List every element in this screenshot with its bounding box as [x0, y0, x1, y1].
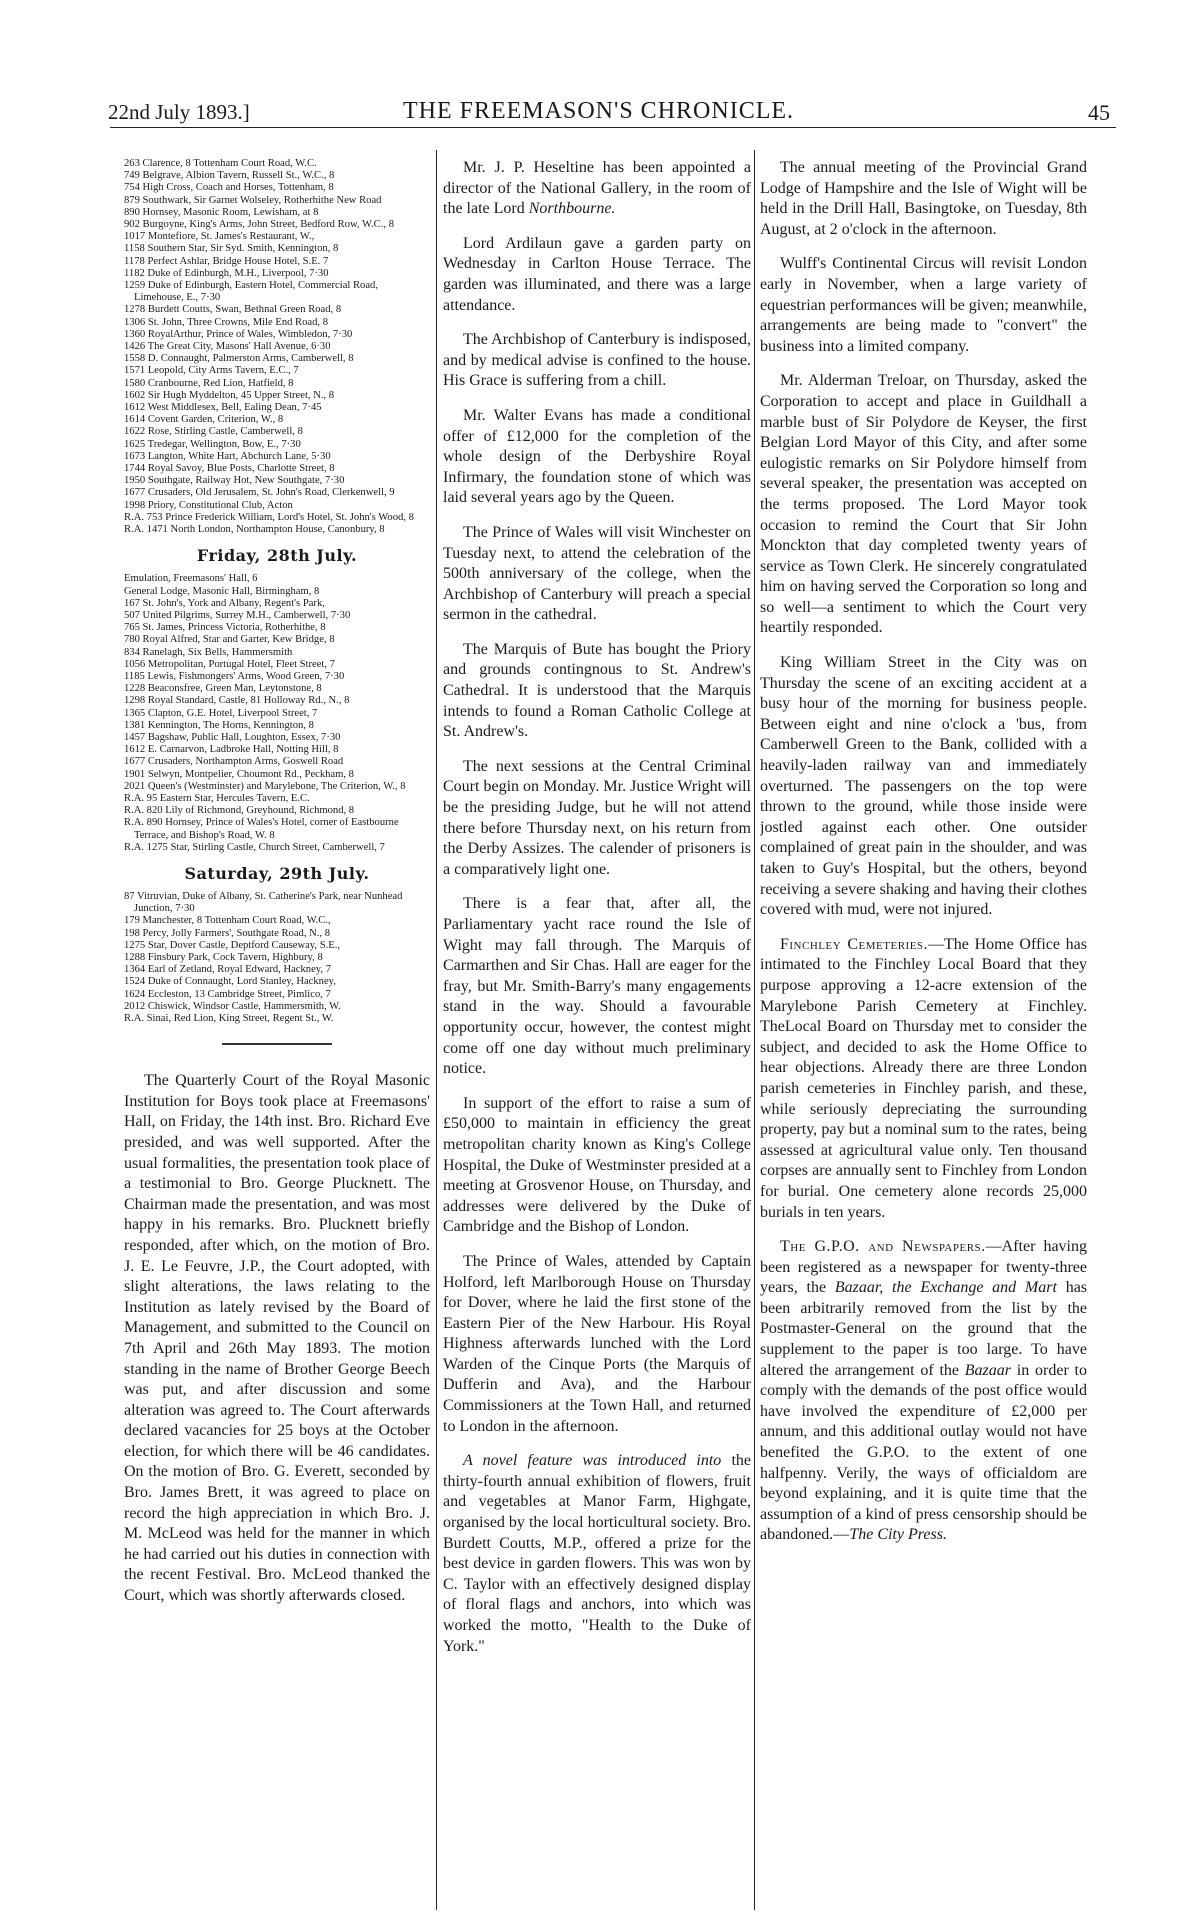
page-number: 45 [1088, 100, 1110, 125]
lodge-entry: 1571 Leopold, City Arms Tavern, E.C., 7 [124, 365, 299, 377]
lodge-entry: 1381 Kennington, The Horns, Kennington, 8 [124, 719, 314, 731]
article-gpo-newspapers [760, 1237, 1087, 1546]
lodge-entry: 1950 Southgate, Railway Hot, New Southgate, 7·30 [124, 475, 345, 487]
lodge-entry: 1360 RoyalArthur, Prince of Wales, Wimbledon, 7·30 [124, 328, 353, 340]
lodge-entry: R.A. 820 Lily of Richmond, Greyhound, Richmond, 8 [124, 805, 355, 817]
lodge-entry: R.A. 95 Eastern Star, Hercules Tavern, E.C. [124, 792, 310, 804]
gpo-text-a: —After having been registered as a newspaper for twenty-three years, the [760, 1238, 1087, 1297]
lodge-entry: R.A. 753 Prince Frederick William, Lord's Hotel, St. John's Wood, 8 [124, 511, 414, 523]
lodge-entry: 167 St. John's, York and Albany, Regent's Park, [124, 597, 325, 609]
article-prince-dover: The Prince of Wales, attended by Captain Holford, left Marlborough House on Thursday for Dover, where he laid the first stone of the Eastern Pier of the New Harbour. His Royal Highness afterwards lunched with the Lord Warden of the Cinque Ports (the Marquis of Dufferin and Ava), and the Harbour Commissioners at the Town Hall, and returned to London in the afternoon. [443, 1252, 751, 1435]
lodge-list-continued [124, 158, 430, 536]
friday-heading: Friday, 28th July. [196, 546, 358, 566]
lodge-entry: 780 Royal Alfred, Star and Garter, Kew Bridge, 8 [124, 634, 335, 646]
article-heseltine-end: Northbourne. [528, 200, 616, 218]
lodge-entry: 1602 Sir Hugh Myddelton, 45 Upper Street, N., 8 [124, 389, 335, 401]
page-header [108, 98, 1118, 128]
lodge-list-saturday [124, 891, 430, 1025]
issue-date: 22nd July 1893.] [108, 100, 250, 124]
article-hampshire-lodge: The annual meeting of the Provincial Grand Lodge of Hampshire and the Isle of Wight will be held in the Drill Hall, Basingtoke, on Tuesday, 8th August, at 2 o'clock in the afternoon. [760, 159, 1087, 238]
lodge-entry: 1426 The Great City, Masons' Hall Avenue, 6·30 [124, 341, 331, 353]
lodge-entry: 1182 Duke of Edinburgh, M.H., Liverpool, 7·30 [124, 267, 329, 279]
article-quarterly-court: The Quarterly Court of the Royal Masonic Institution for Boys took place at Freemasons' Hall, on Friday, the 14th inst. Bro. Richard Eve presided, and was well supported. After the usual formalities, the presentation took place of a testimonial to Bro. George Plucknett. The Chairman made the presentation, and was most happy in his remarks. Bro. Plucknett briefly responded, after which, on the motion of Bro. J. E. Le Feuvre, J.P., the Court adopted, with slight alterations, the laws relating to the Institution as lately revised by the Board of Management, and submitted to the Council on 7th April and 26th May 1893. The motion standing in the name of Brother George Beech was put, and after discussion and some alteration was agreed to. The Court afterwards declared vacancies for 25 boys at the October election, for which there will be 46 candidates. On the motion of Bro. G. Everett, seconded by Bro. James Brett, it was agreed to place on record the high appreciation in which Bro. J. M. McLeod was held for the manner in which he had carried out his duties in connection with the recent Festival. Bro. McLeod thanked the Court, which was shortly afterwards closed. [124, 1072, 430, 1605]
column-2 [443, 158, 751, 1671]
lodge-entry: 1278 Burdett Coutts, Swan, Bethnal Green Road, 8 [124, 304, 342, 316]
column-3 [760, 158, 1087, 1560]
header-rule [110, 127, 1116, 128]
article-yacht-race: There is a fear that, after all, the Parliamentary yacht race round the Isle of Wight may fall through. The Marquis of Carmarthen and Sir Chas. Hall are eager for the fray, but Mr. Smith-Barry's many engagements stand in the way. Should a favourable opportunity occur, however, the contest might come off one day without much preliminary notice. [443, 895, 751, 1078]
saturday-heading: Saturday, 29th July. [184, 863, 370, 883]
lodge-entry: 1744 Royal Savoy, Blue Posts, Charlotte Street, 8 [124, 463, 335, 475]
lodge-entry: 1457 Bagshaw, Public Hall, Loughton, Essex, 7·30 [124, 731, 341, 743]
lodge-entry: 1056 Metropolitan, Portugal Hotel, Fleet Street, 7 [124, 658, 335, 670]
lodge-entry: 179 Manchester, 8 Tottenham Court Road, W.C., [124, 915, 331, 927]
article-marquis-bute: The Marquis of Bute has bought the Priory and grounds contingnous to St. Andrew's Cathedral. It is understood that the Marquis intends to found a Roman Catholic College at St. Andrew's. [443, 640, 751, 741]
lodge-entry: 1288 Finsbury Park, Cock Tavern, Highbury, 8 [124, 951, 323, 963]
gpo-heading: The G.P.O. and Newspapers. [780, 1238, 986, 1256]
lodge-entry: 1677 Crusaders, Northampton Arms, Goswell Road [124, 756, 344, 768]
lodge-entry: 754 High Cross, Coach and Horses, Tottenham, 8 [124, 182, 334, 194]
lodge-entry: 1612 E. Carnarvon, Ladbroke Hall, Notting Hill, 8 [124, 744, 339, 756]
lodge-entry: 1306 St. John, Three Crowns, Mile End Road, 8 [124, 316, 329, 328]
column-1 [124, 158, 430, 1621]
lodge-entry: 879 Southwark, Sir Garnet Wolseley, Rotherhithe New Road [124, 194, 382, 206]
lodge-entry: 1624 Eccleston, 13 Cambridge Street, Pimlico, 7 [124, 988, 331, 1000]
lodge-entry: 1275 Star, Dover Castle, Deptford Causeway, S.E., [124, 939, 341, 951]
masthead-title: THE FREEMASON'S CHRONICLE. [403, 98, 795, 124]
article-finchley-cemeteries [760, 935, 1087, 1223]
lodge-entry: 1901 Selwyn, Montpelier, Choumont Rd., Peckham, 8 [124, 768, 354, 780]
gpo-publication-2: Bazaar [964, 1361, 1012, 1379]
section-divider [222, 1043, 332, 1045]
column-rule-2 [754, 150, 755, 1910]
lodge-entry: General Lodge, Masonic Hall, Birmingham, 8 [124, 585, 320, 597]
lodge-entry: 902 Burgoyne, King's Arms, John Street, Bedford Row, W.C., 8 [124, 219, 394, 231]
lodge-entry: 87 Vitruvian, Duke of Albany, St. Catherine's Park, near Nunhead Junction, 7·30 [124, 890, 403, 915]
article-king-william-street: King William Street in the City was on Thursday the scene of an exciting accident at a busy hour of the morning for business people. Between eight and nine o'clock a 'bus, from Camberwell Green to the Bank, collided with a heavily-laden railway van and immediately overturned. The passengers on the top were thrown to the ground, while those inside were jostled against each other. One outsider complained of great pain in the shoulder, and was taken to Guy's Hospital, but the others, beyond receiving a severe shaking and having their clothes covered with mud, were not injured. [760, 654, 1087, 919]
gpo-text-c: in order to comply with the demands of the post office would have involved the expenditure of £2,000 per annum, and this additional outlay would not have benefited the G.P.O. to the extent of one halfpenny. Verily, the ways of officialdom are beyond explaining, and it is quite time that the assumption of a kind of press censorship should be abandoned.— [760, 1361, 1087, 1544]
gpo-source: The City Press. [849, 1526, 947, 1544]
lodge-entry: 1998 Priory, Constitutional Club, Acton [124, 499, 293, 511]
article-central-criminal-court: The next sessions at the Central Criminal Court begin on Monday. Mr. Justice Wright will be the presiding Judge, but he will not attend there before Thursday next, on his return from the Derby Assizes. The calender of prisoners is a comparatively light one. [443, 757, 751, 878]
lodge-entry: 1158 Southern Star, Sir Syd. Smith, Kennington, 8 [124, 243, 339, 255]
lodge-entry: 1558 D. Connaught, Palmerston Arms, Camberwell, 8 [124, 353, 354, 365]
lodge-entry: 1259 Duke of Edinburgh, Eastern Hotel, Commercial Road, Limehouse, E., 7·30 [124, 280, 379, 304]
article-heseltine-text: Mr. J. P. Heseltine has been appointed a director of the National Gallery, in the room of the late Lord [443, 159, 751, 218]
lodge-entry: 1178 Perfect Ashlar, Bridge House Hotel, S.E. 7 [124, 255, 329, 267]
lodge-entry: R.A. 1471 North London, Northampton House, Canonbury, 8 [124, 524, 385, 536]
column-rule-1 [436, 150, 437, 1910]
lodge-entry: 1622 Rose, Stirling Castle, Camberwell, 8 [124, 426, 303, 438]
lodge-entry: 2012 Chiswick, Windsor Castle, Hammersmith, W. [124, 1000, 341, 1012]
lodge-entry: 1580 Cranbourne, Red Lion, Hatfield, 8 [124, 377, 294, 389]
finchley-text: —The Home Office has intimated to the Finchley Local Board that they purpose approving a 12-acre extension of the Marylebone Parish Cemetery at Finchley. TheLocal Board on Thursday met to consider the subject, and decided to ask the Home Office to hear objections. Already there are three London parish cemeteries in Finchley parish, and these, while seriously depreciating the surrounding property, pay but a nominal sum to the rates, being assessed at agricultural value only. Ten thousand corpses are annually sent to Finchley from London for burial. One cemetery alone records 25,000 burials in ten years. [760, 935, 1087, 1221]
article-prince-winchester: The Prince of Wales will visit Winchester on Tuesday next, to attend the celebration of the 500th anniversary of the college, when the Archbishop of Canterbury will preach a special sermon in the cathedral. [443, 523, 751, 624]
lodge-entry: R.A. 890 Hornsey, Prince of Wales's Hotel, corner of Eastbourne Terrace, and Bishop's Road, W. 8 [124, 817, 399, 841]
lodge-entry: 890 Hornsey, Masonic Room, Lewisham, at 8 [124, 206, 319, 218]
lodge-entry: 198 Percy, Jolly Farmers', Southgate Road, N., 8 [124, 927, 331, 939]
finchley-heading: Finchley Cemeteries. [780, 935, 929, 953]
lodge-entry: 1298 Royal Standard, Castle, 81 Holloway Rd., N., 8 [124, 695, 350, 707]
article-wulffs-circus: Wulff's Continental Circus will revisit London early in November, when a large variety of equestrian performances will be given; meanwhile, arrangements are being made to "convert" the business into a limited company. [760, 255, 1087, 355]
lodge-entry: 1017 Montefiore, St. James's Restaurant, W., [124, 231, 315, 243]
lodge-entry: 1612 West Middlesex, Bell, Ealing Dean, 7·45 [124, 402, 322, 414]
lodge-entry: R.A. Sinai, Red Lion, King Street, Regent St., W. [124, 1013, 334, 1024]
lodge-entry: 1185 Lewis, Fishmongers' Arms, Wood Green, 7·30 [124, 670, 345, 682]
lodge-entry: 2021 Queen's (Westminster) and Marylebone, The Criterion, W., 8 [124, 780, 406, 792]
article-walter-evans: Mr. Walter Evans has made a conditional offer of £12,000 for the completion of the whole design of the Derbyshire Royal Infirmary, the foundation stone of which was laid several years ago by the Queen. [443, 406, 751, 507]
lodge-entry: Emulation, Freemasons' Hall, 6 [124, 573, 258, 585]
lodge-entry: 1365 Clapton, G.E. Hotel, Liverpool Street, 7 [124, 707, 318, 719]
lodge-entry: 1228 Beaconsfree, Green Man, Leytonstone, 8 [124, 683, 322, 695]
lodge-entry: 263 Clarence, 8 Tottenham Court Road, W.C. [124, 158, 317, 169]
lodge-entry: 1625 Tredegar, Wellington, Bow, E., 7·30 [124, 438, 301, 450]
article-alderman-treloar: Mr. Alderman Treloar, on Thursday, asked the Corporation to accept and place in Guildhall a marble bust of Sir Polydore de Keyser, the first Belgian Lord Mayor of this City, and after some eulogistic remarks on Sir Polydore himself from several speaker, the presentation was accepted on the terms proposed. The Lord Mayor took occasion to remind the Court that Sir John Monckton that day completed twenty years of service as Town Clerk. He sincerely congratulated him on having served the Corporation so long and so well—a sentiment to which the Court very heartily responded. [760, 372, 1087, 637]
lodge-entry: R.A. 1275 Star, Stirling Castle, Church Street, Camberwell, 7 [124, 841, 385, 853]
lodge-entry: 1673 Langton, White Hart, Abchurch Lane, 5·30 [124, 450, 331, 462]
lodge-entry: 1614 Covent Garden, Criterion, W., 8 [124, 414, 284, 426]
article-highgate-lead: A novel feature was introduced into [463, 1452, 722, 1470]
lodge-entry: 834 Ranelagh, Six Bells, Hammersmith [124, 646, 293, 658]
lodge-entry: 749 Belgrave, Albion Tavern, Russell St., W.C., 8 [124, 170, 335, 182]
lodge-list-friday [124, 573, 430, 854]
article-archbishop: The Archbishop of Canterbury is indisposed, and by medical advise is confined to the house. His Grace is suffering from a chill. [443, 331, 751, 390]
gpo-publication: Bazaar, the Exchange and Mart [834, 1279, 1057, 1297]
article-kings-college: In support of the effort to raise a sum of £50,000 to maintain in efficiency the great metropolitan charity known as King's College Hospital, the Duke of Westminster presided at a meeting at Grosvenor House, on Thursday, and addresses were delivered by the Duke of Cambridge and the Bishop of London. [443, 1094, 751, 1236]
article-highgate-flowers [443, 1451, 751, 1657]
lodge-entry: 765 St. James, Princess Victoria, Rotherhithe, 8 [124, 622, 326, 634]
lodge-entry: 1364 Earl of Zetland, Royal Edward, Hackney, 7 [124, 964, 332, 976]
article-heseltine [443, 158, 751, 220]
article-ardilaun: Lord Ardilaun gave a garden party on Wednesday in Carlton House Terrace. The garden was illuminated, and there was a large attendance. [443, 234, 751, 314]
lodge-entry: 1524 Duke of Connaught, Lord Stanley, Hackney, [124, 976, 336, 988]
gpo-text-b: has been arbitrarily removed from the list by the Postmaster-General on the ground that the supplement to the paper is too large. To have altered the arrangement of the [760, 1279, 1087, 1379]
lodge-entry: 1677 Crusaders, Old Jerusalem, St. John's Road, Clerkenwell, 9 [124, 487, 395, 499]
article-highgate-text: the thirty-fourth annual exhibition of flowers, fruit and vegetables at Manor Farm, Highgate, organised by the local horticultural society. Bro. Burdett Coutts, M.P., offered a prize for the best device in garden flowers. This was won by C. Taylor with an effectively designed display of floral flags and anchors, into which was worked the motto, "Health to the Duke of York." [443, 1452, 751, 1655]
lodge-entry: 507 United Pilgrims, Surrey M.H., Camberwell, 7·30 [124, 609, 351, 621]
